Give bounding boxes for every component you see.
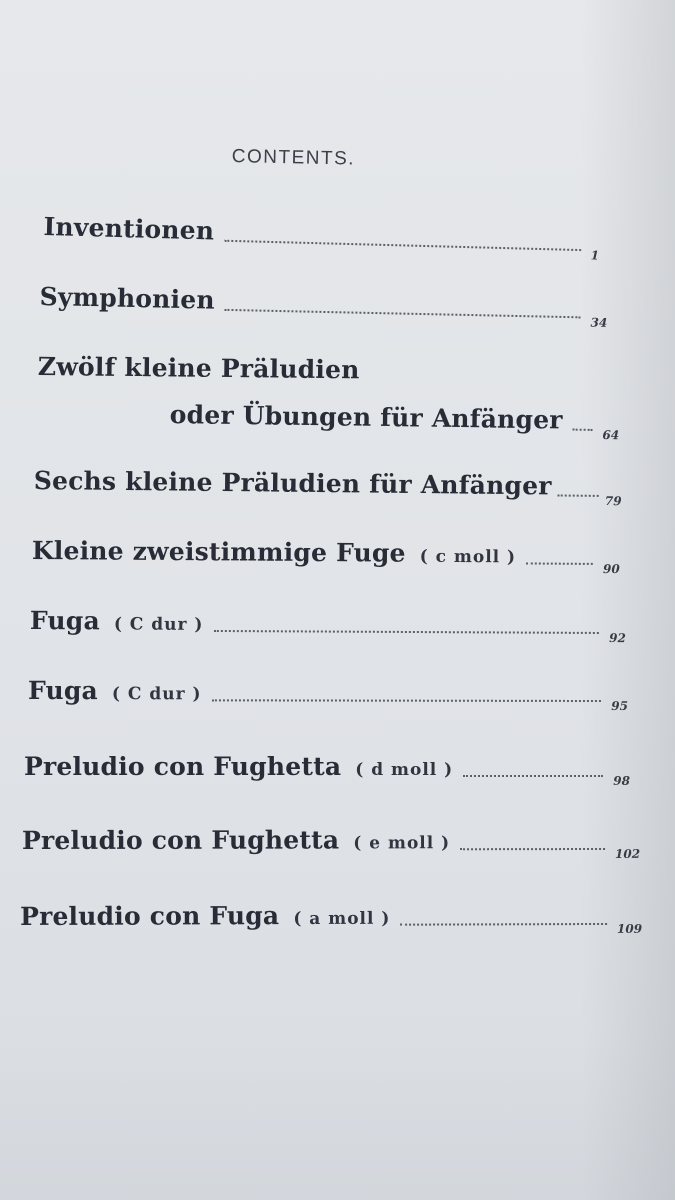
entry-key: ( a moll ) [293, 908, 391, 930]
entry-title: Fuga [29, 606, 100, 636]
dot-leader [573, 429, 593, 431]
entry-title: Sechs kleine Präludien für Anfänger [33, 466, 552, 501]
toc-entry [33, 466, 622, 509]
entry-page-number: 90 [603, 561, 620, 577]
entry-page-number: 64 [602, 428, 620, 443]
entry-title: Kleine zweistimmige Fuge [31, 536, 406, 568]
dot-leader [463, 775, 603, 777]
toc-entry [24, 752, 630, 788]
toc-entry [43, 212, 600, 263]
entry-key: ( C dur ) [111, 684, 202, 705]
entry-key: ( e moll ) [353, 833, 451, 854]
dot-leader [212, 699, 602, 702]
entry-title: Zwölf kleine Präludien [37, 352, 360, 385]
entry-key: ( d moll ) [355, 760, 454, 780]
toc-entry [31, 536, 620, 577]
dot-leader [224, 240, 581, 251]
entry-page-number: 1 [590, 248, 600, 263]
entry-title: Symphonien [39, 282, 216, 315]
entry-page-number: 79 [604, 493, 622, 509]
toc-entry [20, 900, 643, 936]
entry-page-number: 98 [613, 774, 630, 788]
toc-entry [39, 282, 608, 330]
entry-key: ( C dur ) [113, 614, 204, 635]
entry-title: Preludio con Fughetta [22, 825, 340, 855]
entry-page-number: 92 [609, 631, 626, 646]
toc-entry-continuation [169, 400, 620, 443]
toc-entry [38, 352, 360, 384]
entry-page-number: 95 [611, 699, 628, 714]
entry-title: Fuga [27, 676, 98, 706]
dot-leader [400, 923, 607, 926]
contents-heading: CONTENTS. [231, 146, 356, 170]
page-bottom-shading [0, 1040, 675, 1200]
entry-key: ( c moll ) [419, 546, 517, 568]
dot-leader [526, 562, 593, 564]
dot-leader [225, 309, 581, 318]
toc-entry [29, 606, 626, 646]
entry-page-number: 102 [614, 846, 641, 861]
entry-page-number: 109 [617, 921, 643, 936]
entry-title: Inventionen [43, 212, 215, 246]
entry-title: Preludio con Fughetta [24, 752, 342, 781]
toc-entry [27, 676, 628, 714]
entry-title: Preludio con Fuga [20, 901, 280, 931]
entry-title-line2: oder Übungen für Anfänger [169, 400, 563, 435]
dot-leader [558, 494, 599, 496]
dot-leader [460, 848, 605, 850]
dot-leader [213, 630, 599, 634]
toc-entry [22, 825, 641, 861]
entry-page-number: 34 [590, 315, 608, 330]
